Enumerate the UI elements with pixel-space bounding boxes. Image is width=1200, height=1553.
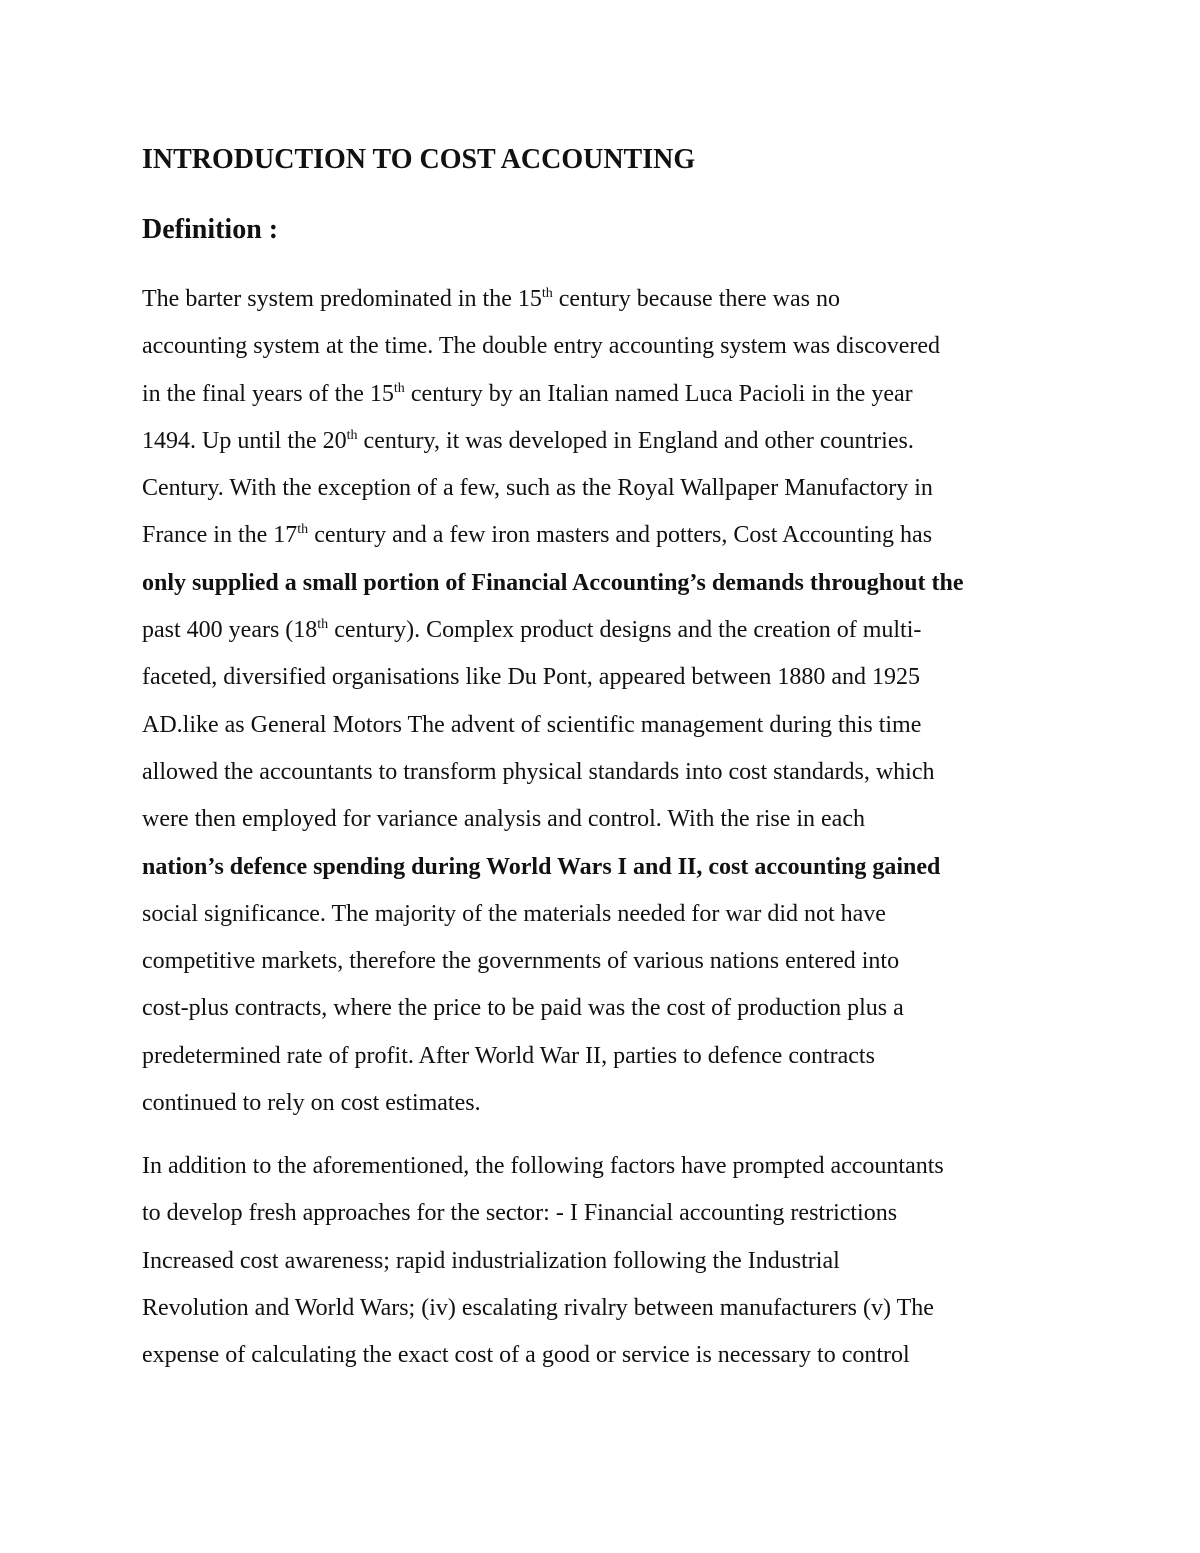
text-line: cost-plus contracts, where the price to be paid was the cost of production plus a xyxy=(142,995,904,1022)
document-title: INTRODUCTION TO COST ACCOUNTING xyxy=(142,144,696,175)
text-line: Increased cost awareness; rapid industrialization following the Industrial xyxy=(142,1247,840,1274)
section-heading: Definition : xyxy=(142,214,279,245)
text-line: accounting system at the time. The double entry accounting system was discovered xyxy=(142,333,941,360)
text-line: France in the 17th century and a few iron masters and potters, Cost Accounting has xyxy=(142,522,933,549)
text-line: Revolution and World Wars; (iv) escalating rivalry between manufacturers (v) The xyxy=(142,1294,934,1321)
text-line: were then employed for variance analysis and control. With the rise in each xyxy=(142,806,865,833)
text-line: predetermined rate of profit. After World War II, parties to defence contracts xyxy=(142,1042,875,1069)
text-line: expense of calculating the exact cost of a good or service is necessary to control xyxy=(142,1342,910,1369)
text-line: in the final years of the 15th century by an Italian named Luca Pacioli in the year xyxy=(142,380,913,407)
text-line: faceted, diversified organisations like Du Pont, appeared between 1880 and 1925 xyxy=(142,664,920,691)
text-line: allowed the accountants to transform physical standards into cost standards, which xyxy=(142,758,935,785)
text-line: past 400 years (18th century). Complex product designs and the creation of multi- xyxy=(142,617,922,644)
text-line: 1494. Up until the 20th century, it was developed in England and other countries. xyxy=(142,427,914,454)
text-line: only supplied a small portion of Financial Accounting’s demands throughout the xyxy=(142,569,964,596)
text-line: The barter system predominated in the 15th century because there was no xyxy=(142,286,840,312)
paragraph-factors xyxy=(142,1143,944,1379)
text-line: In addition to the aforementioned, the following factors have prompted accountants xyxy=(142,1153,944,1179)
text-line: to develop fresh approaches for the sector: - I Financial accounting restrictions xyxy=(142,1200,898,1227)
text-line: Century. With the exception of a few, such as the Royal Wallpaper Manufactory in xyxy=(142,475,933,502)
text-line: AD.like as General Motors The advent of scientific management during this time xyxy=(142,711,922,738)
text-line: social significance. The majority of the materials needed for war did not have xyxy=(142,900,886,927)
paragraph-history xyxy=(142,276,963,1127)
text-line: nation’s defence spending during World Wars I and II, cost accounting gained xyxy=(142,853,941,880)
text-line: competitive markets, therefore the governments of various nations entered into xyxy=(142,948,900,975)
text-line: continued to rely on cost estimates. xyxy=(142,1090,481,1117)
